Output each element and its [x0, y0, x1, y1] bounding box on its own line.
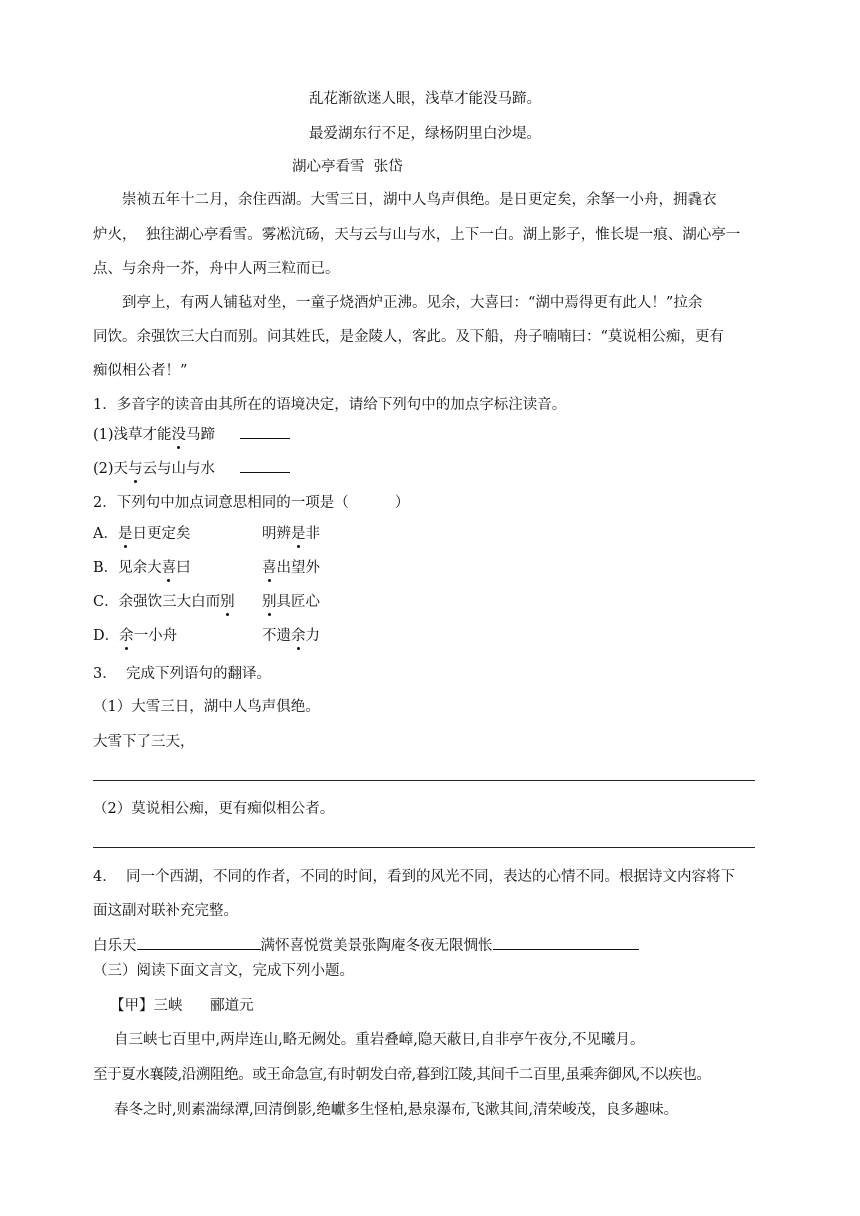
q3-answer-2-line[interactable] [93, 847, 755, 848]
q2-option-b[interactable] [93, 558, 191, 578]
essay-p2-line1: 到亭上，有两人铺毡对坐，一童子烧酒炉正沸。见余，大喜曰：“湖中焉得更有此人！”拉余 [122, 295, 703, 311]
q4-couplet-pre: 白乐天 [93, 938, 137, 954]
q4-stem-line2: 面这副对联补充完整。 [93, 903, 238, 919]
essay-p1-line1: 崇祯五年十二月，余住西湖。大雪三日，湖中人鸟声俱绝。是日更定矣，余拏一小舟，拥毳衣 [122, 192, 717, 208]
essay-title: 湖心亭看雪 张岱 [292, 159, 403, 175]
q1-item-1-post: 马蹄 [186, 427, 216, 443]
q4-couplet-mid: 满怀喜悦赏美景张陶庵冬夜无限惆怅 [260, 938, 493, 954]
essay-p1-line2: 炉火， 独往湖心亭看雪。雾凇沆砀，天与云与山与水，上下一白。湖上影子，惟长堤一痕、湖心亭一 [93, 227, 741, 243]
q4-couplet [93, 935, 639, 956]
q3-sentence-2: （2）莫说相公痴，更有痴似相公者。 [93, 801, 335, 817]
poem-line-2: 最爱湖东行不足，绿杨阴里白沙堤。 [309, 126, 541, 142]
essay-p2-line2: 同饮。余强饮三大白而别。问其姓氏，是金陵人，客此。及下船，舟子喃喃曰：“莫说相公痴，更有 [93, 329, 724, 345]
q2-option-c-label: C．余强饮三大白而 [93, 594, 221, 610]
q1-item-1 [93, 424, 290, 445]
q2-option-d-compare-pre: 不遗 [262, 628, 291, 644]
q3-answer-1-start: 大雪下了三天， [93, 734, 195, 750]
poem-line-1: 乱花渐欲迷人眼，浅草才能没马蹄。 [309, 91, 541, 107]
q1-item-1-answer-blank[interactable] [240, 424, 290, 439]
q2-option-b-compare-dotted: 喜 [262, 560, 277, 576]
q1-item-2-dotted-char: 与 [128, 461, 143, 477]
q2-option-c-compare [262, 592, 320, 612]
section3-jia-p3: 春冬之时,则素湍绿潭,回清倒影,绝巘多生怪柏,悬泉瀑布,飞漱其间,清荣峻茂，良多趣味。 [114, 1102, 679, 1118]
section3-jia-p2: 至于夏水襄陵,沿溯阻绝。或王命急宣,有时朝发白帝,暮到江陵,其间千二百里,虽乘奔御风,不以疾也。 [93, 1067, 711, 1083]
q2-option-a-dotted: 是 [117, 526, 133, 542]
q4-couplet-blank-2[interactable] [493, 935, 639, 950]
section3-heading: （三）阅读下面文言文，完成下列小题。 [93, 963, 354, 979]
q2-option-b-compare-post: 出望外 [276, 560, 320, 576]
q3-stem: 3． 完成下列语句的翻译。 [93, 666, 271, 682]
q1-item-2-post: 云与山与水 [142, 461, 216, 477]
q2-option-a-compare-dotted: 是 [291, 526, 306, 542]
q2-option-b-label: B．见余大 [93, 560, 162, 576]
q1-item-2-answer-blank[interactable] [240, 458, 290, 473]
q2-option-a-rest: 日更定矣 [132, 526, 191, 542]
q1-item-2 [93, 458, 290, 479]
q1-item-2-pre: (2)天 [93, 461, 129, 477]
q2-option-d-rest: 一小舟 [133, 628, 178, 644]
q2-option-b-compare [262, 558, 320, 578]
section3-jia-p1: 自三峡七百里中,两岸连山,略无阙处。重岩叠嶂,隐天蔽日,自非亭午夜分,不见曦月。 [114, 1032, 645, 1048]
essay-p2-line3: 痴似相公者！” [93, 363, 188, 379]
section3-jia-title: 【甲】三峡 郦道元 [110, 998, 254, 1014]
q2-option-b-rest: 曰 [176, 560, 191, 576]
q2-option-c-dotted: 别 [220, 594, 235, 610]
q2-option-a-compare [262, 524, 320, 544]
q2-option-c[interactable] [93, 592, 235, 612]
q1-item-1-pre: (1)浅草才能 [93, 427, 172, 443]
q2-option-d-label: D． [93, 628, 120, 644]
essay-p1-line3: 点、与余舟一芥，舟中人两三粒而已。 [93, 261, 340, 277]
q2-option-d-compare [262, 626, 320, 646]
q2-option-a-label: A． [93, 526, 118, 542]
q4-couplet-blank-1[interactable] [137, 935, 261, 950]
q1-item-1-dotted-char: 没 [171, 427, 187, 443]
q2-option-d-compare-post: 力 [305, 628, 320, 644]
q2-option-d[interactable] [93, 626, 177, 646]
q3-sentence-1: （1）大雪三日，湖中人鸟声俱绝。 [93, 699, 320, 715]
q2-option-a-compare-pre: 明辨 [262, 526, 291, 542]
q2-option-c-compare-dotted: 别 [262, 594, 277, 610]
q3-answer-1-line[interactable] [93, 780, 755, 781]
q2-option-a[interactable] [93, 524, 190, 544]
q4-stem-line1: 4． 同一个西湖，不同的作者，不同的时间，看到的风光不同，表达的心情不同。根据诗文内容将下 [93, 869, 735, 885]
q2-stem: 2．下列句中加点词意思相同的一项是（ ） [93, 495, 410, 511]
q2-option-b-dotted: 喜 [161, 560, 177, 576]
q2-option-d-dotted: 余 [119, 628, 134, 644]
q2-option-d-compare-dotted: 余 [291, 628, 306, 644]
q2-option-c-compare-post: 具匠心 [276, 594, 320, 610]
q1-stem: 1．多音字的读音由其所在的语境决定，请给下列句中的加点字标注读音。 [93, 397, 567, 413]
q2-option-a-compare-post: 非 [305, 526, 320, 542]
